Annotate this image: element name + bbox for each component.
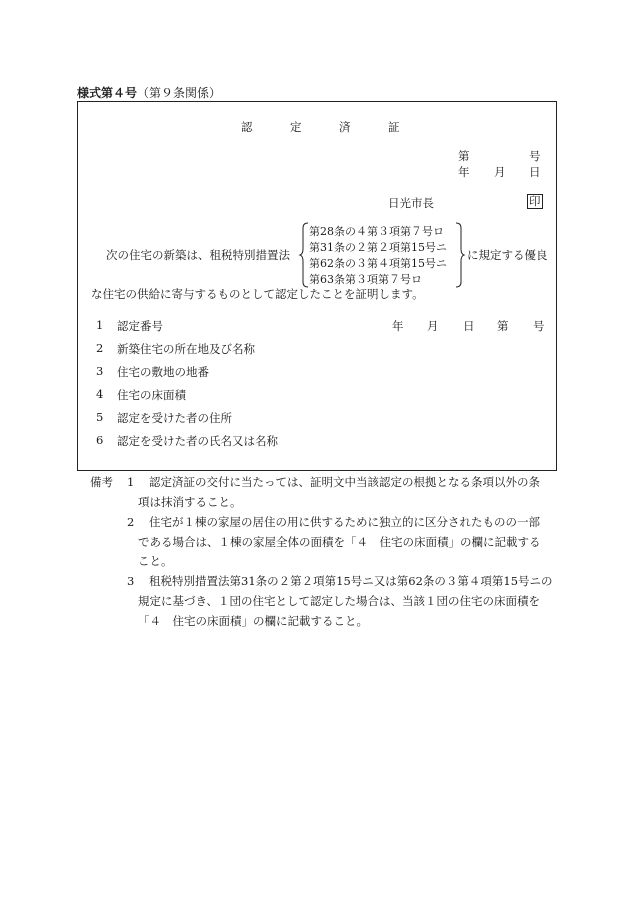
title-char: 証 <box>388 120 400 134</box>
title-char: 済 <box>339 120 351 134</box>
cert-number-year: 年 <box>392 319 404 333</box>
body-after: に規定する優良 <box>467 248 548 262</box>
date-year: 年 <box>458 165 470 179</box>
item-number: 2 <box>96 341 104 355</box>
item-label-name: 認定を受けた者の氏名又は名称 <box>117 434 278 448</box>
remark-line: である場合は、１棟の家屋全体の面積を「４ 住宅の床面積」の欄に記載する <box>138 535 541 549</box>
certificate-title <box>241 119 437 135</box>
right-brace-icon <box>456 222 466 288</box>
remark-number: 3 <box>127 574 135 588</box>
item-label-lot-number: 住宅の敷地の地番 <box>117 365 209 379</box>
cert-number-day: 日 <box>463 319 475 333</box>
form-number: 様式第４号 <box>77 86 138 100</box>
remark-line: こと。 <box>138 554 173 568</box>
body-line-2: な住宅の供給に寄与するものとして認定したことを証明します。 <box>91 287 424 301</box>
remarks-heading: 備考 <box>90 475 113 489</box>
title-char: 認 <box>241 120 253 134</box>
number-suffix: 号 <box>529 149 541 163</box>
form-header <box>77 84 221 101</box>
remark-line: 住宅が１棟の家屋の居住の用に供するために独立的に区分されたものの一部 <box>149 515 540 529</box>
remark-number: 1 <box>127 475 135 489</box>
remark-line: 項は抹消すること。 <box>138 495 242 509</box>
article-item: 第28条の４第３項第７号ロ <box>309 225 444 238</box>
cert-number-month: 月 <box>427 319 439 333</box>
title-char: 定 <box>290 120 302 134</box>
related-article: （第９条関係） <box>137 86 222 100</box>
item-label-location: 新築住宅の所在地及び名称 <box>117 342 255 356</box>
cert-number-no-suffix: 号 <box>533 319 545 333</box>
body-lead: 次の住宅の新築は、租税特別措置法 <box>106 248 290 262</box>
item-number: 6 <box>96 433 104 447</box>
item-number: 4 <box>96 387 104 401</box>
item-label-floor-area: 住宅の床面積 <box>117 388 186 402</box>
item-label-address: 認定を受けた者の住所 <box>117 411 232 425</box>
remark-line: 規定に基づき、１団の住宅として認定した場合は、当該１団の住宅の床面積を <box>138 594 541 608</box>
remark-line: 租税特別措置法第31条の２第２項第15号ニ又は第62条の３第４項第15号ニの <box>149 574 553 588</box>
remark-line: 「４ 住宅の床面積」の欄に記載すること。 <box>138 614 368 628</box>
date-month: 月 <box>494 165 506 179</box>
remark-line: 認定済証の交付に当たっては、証明文中当該認定の根拠となる条項以外の条 <box>149 475 540 489</box>
number-prefix: 第 <box>458 149 470 163</box>
issuer-name: 日光市長 <box>388 196 434 210</box>
date-day: 日 <box>529 165 541 179</box>
item-number: 1 <box>96 318 104 332</box>
item-number: 5 <box>96 410 104 424</box>
article-item: 第31条の２第２項第15号ニ <box>309 241 447 254</box>
article-item: 第62条の３第４項第15号ニ <box>309 257 447 270</box>
article-item: 第63条第３項第７号ロ <box>309 273 422 286</box>
seal-mark: 印 <box>529 194 541 208</box>
item-number: 3 <box>96 364 104 378</box>
remark-number: 2 <box>127 515 135 529</box>
item-label-cert-number: 認定番号 <box>117 319 163 333</box>
cert-number-no-prefix: 第 <box>497 319 509 333</box>
article-list <box>309 223 464 289</box>
